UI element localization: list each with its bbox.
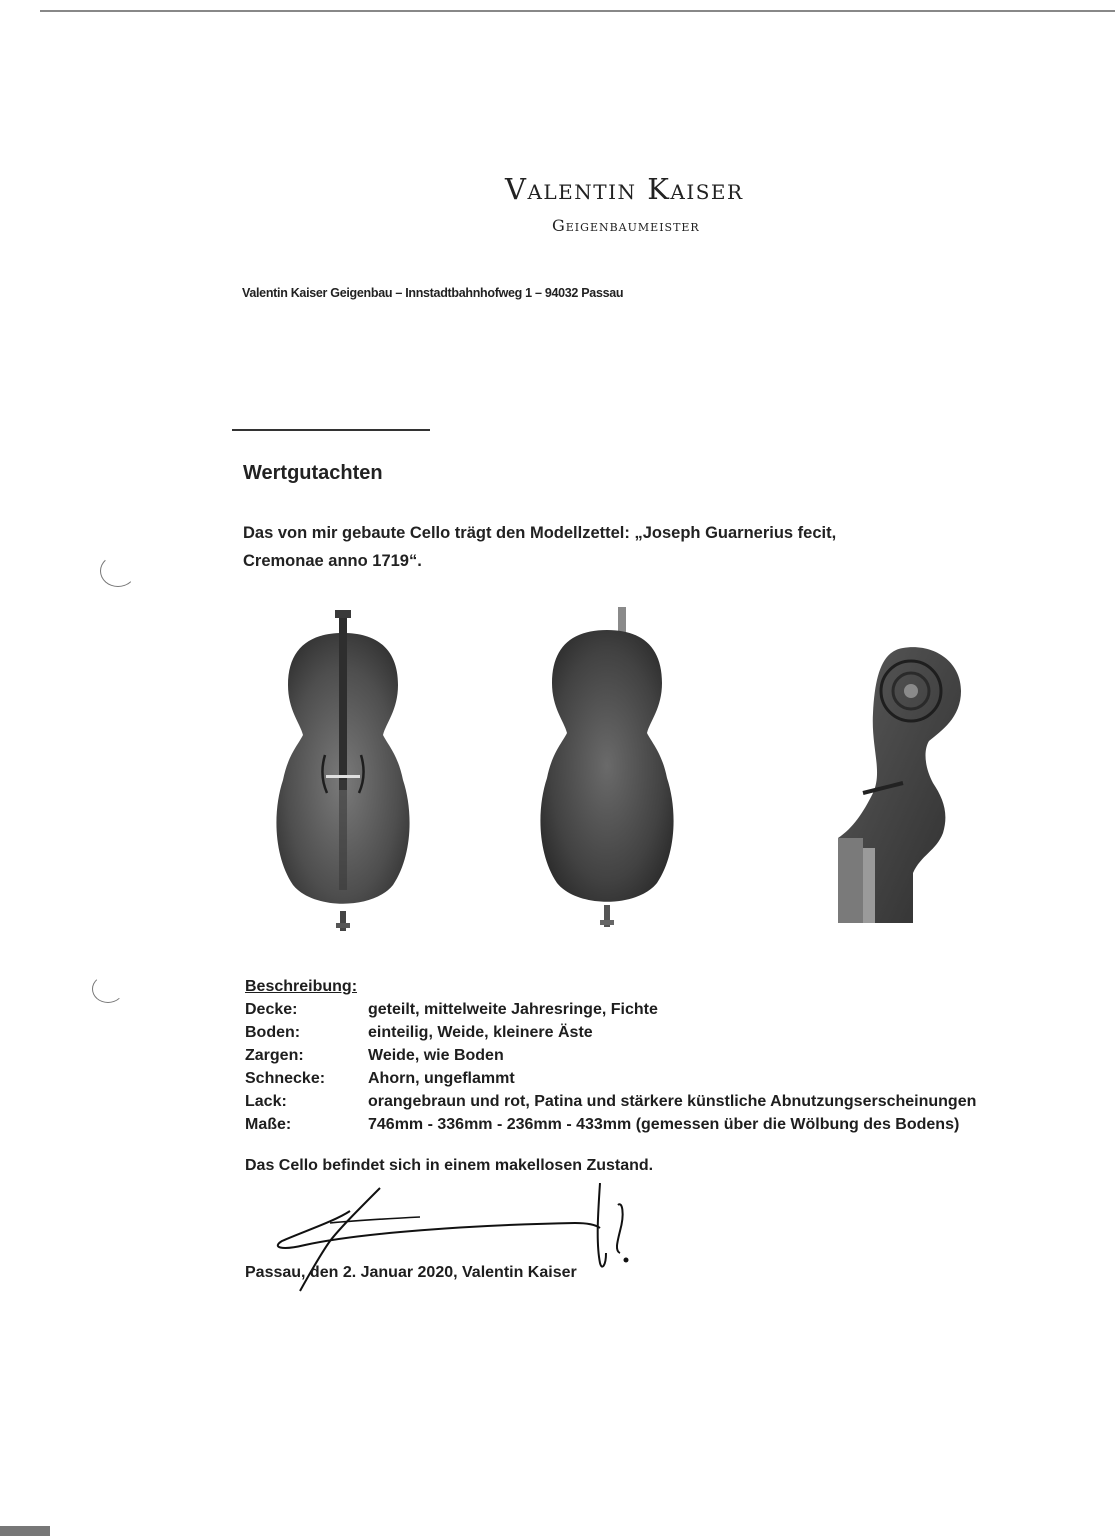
cello-photos: [260, 605, 980, 935]
cello-front-photo: [268, 605, 418, 935]
punch-hole-mark: [92, 975, 124, 1003]
description-row: [245, 1044, 976, 1067]
description-key: Schnecke:: [245, 1070, 326, 1087]
description-value: 746mm - 336mm - 236mm - 433mm (gemessen über die Wölbung des Bodens): [368, 1116, 960, 1133]
description-key: Boden:: [245, 1024, 301, 1041]
condition-statement: Das Cello befindet sich in einem makellosen Zustand.: [245, 1157, 654, 1174]
description-row: [245, 1067, 976, 1090]
letterhead-name: Valentin Kaiser: [505, 172, 744, 206]
description-value: einteilig, Weide, kleinere Äste: [368, 1024, 593, 1041]
description-key: Maße:: [245, 1116, 292, 1133]
description-row: [245, 1113, 976, 1136]
scan-edge-line: [40, 10, 1115, 12]
cello-back-photo: [532, 605, 682, 935]
sender-address-line: Valentin Kaiser Geigenbau – Innstadtbahnhofweg 1 – 94032 Passau: [242, 286, 624, 300]
intro-line: Das von mir gebaute Cello trägt den Modellzettel: „Joseph Guarnerius fecit,: [243, 524, 837, 542]
description-block: [245, 976, 976, 1136]
intro-line: Cremonae anno 1719“.: [243, 552, 422, 570]
description-row: [245, 1090, 976, 1113]
description-value: Weide, wie Boden: [368, 1047, 504, 1064]
description-value: geteilt, mittelweite Jahresringe, Fichte: [368, 1001, 658, 1018]
scan-corner-mark: [0, 1526, 50, 1536]
cello-scroll-side-photo: [833, 633, 973, 925]
intro-paragraph: [243, 519, 963, 575]
description-heading: Beschreibung:: [245, 978, 358, 995]
document-title: Wertgutachten: [243, 462, 383, 484]
description-row: [245, 998, 976, 1021]
punch-hole-mark: [100, 555, 136, 587]
letterhead: [505, 172, 805, 235]
description-value: Ahorn, ungeflammt: [368, 1070, 515, 1087]
address-divider: [232, 429, 430, 431]
description-key: Lack:: [245, 1093, 287, 1110]
letterhead-subtitle: Geigenbaumeister: [552, 216, 700, 235]
description-key: Decke:: [245, 1001, 298, 1018]
place-date-signature-line: Passau, den 2. Januar 2020, Valentin Kaiser: [245, 1264, 577, 1281]
description-key: Zargen:: [245, 1047, 304, 1064]
description-value: orangebraun und rot, Patina und stärkere künstliche Abnutzungserscheinungen: [368, 1093, 977, 1110]
description-row: [245, 1021, 976, 1044]
